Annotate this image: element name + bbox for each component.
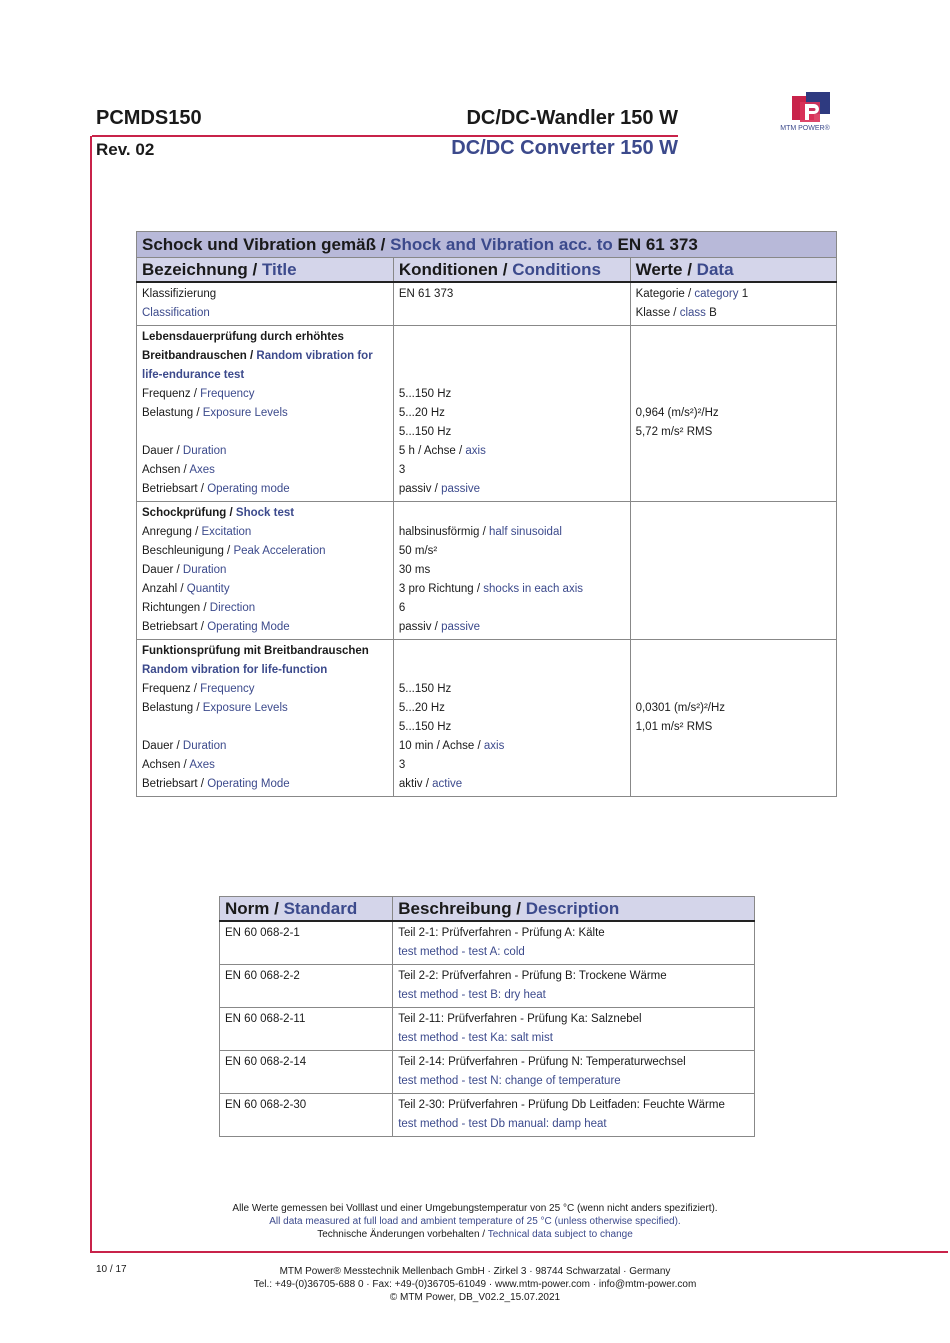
acceleration-condition: 50 m/s²: [398, 545, 438, 557]
endurance-heading-1: Lebensdauerprüfung durch erhöhtes: [142, 331, 344, 343]
f-load-value-2: 1,01 m/s² RMS: [635, 721, 713, 733]
footer-change-de: Technische Änderungen vorbehalten /: [317, 1229, 488, 1240]
shock-vibration-table: [136, 231, 837, 797]
f-freq-condition: 5...150 Hz: [398, 683, 452, 695]
table-row: [137, 502, 837, 640]
f-duration-label-de: Dauer /: [142, 740, 183, 752]
category-label-en: category: [694, 288, 739, 300]
standard-desc-de: Teil 2-11: Prüfverfahren - Prüfung Ka: Salznebel: [398, 1013, 642, 1025]
table-row: [137, 282, 837, 326]
class-label-de: Klasse /: [635, 307, 680, 319]
endurance-heading-3-en: life-endurance test: [142, 369, 245, 381]
table-column-header: [137, 258, 837, 283]
acceleration-label-de: Beschleunigung /: [142, 545, 234, 557]
shock-duration-label-de: Dauer /: [142, 564, 183, 576]
table-column-header: [220, 897, 755, 922]
shock-heading-en: Shock test: [235, 507, 295, 519]
category-value: 1: [738, 288, 749, 300]
standard-desc-de: Teil 2-14: Prüfverfahren - Prüfung N: Temperaturwechsel: [398, 1056, 686, 1068]
quantity-condition-de: 3 pro Richtung /: [398, 583, 484, 595]
standard-desc-en: test method - test B: dry heat: [398, 989, 546, 1001]
f-axes-label-de: Achsen /: [142, 759, 190, 771]
f-load-label-en: Exposure Levels: [202, 702, 288, 714]
mode-label-en: Operating mode: [207, 483, 290, 495]
col-data-en: Data: [696, 260, 734, 279]
f-axes-condition: 3: [398, 759, 406, 771]
left-rule: [90, 136, 92, 1252]
shock-mode-condition-de: passiv /: [398, 621, 442, 633]
load-condition-1: 5...20 Hz: [398, 407, 445, 419]
f-mode-condition-en: active: [432, 778, 463, 790]
standard-norm: EN 60 068-2-1: [225, 927, 300, 939]
direction-label-de: Richtungen /: [142, 602, 210, 614]
standard-norm: EN 60 068-2-30: [225, 1099, 307, 1111]
table-section-header: [137, 232, 837, 258]
section-title-en: Shock and Vibration acc. to: [390, 235, 613, 254]
quantity-label-de: Anzahl /: [142, 583, 187, 595]
table-row: [220, 965, 755, 1008]
load-condition-2: 5...150 Hz: [398, 426, 452, 438]
title-english: DC/DC Converter 150 W: [451, 137, 678, 159]
logo-text: MTM POWER®: [780, 125, 830, 132]
shock-mode-label-de: Betriebsart /: [142, 621, 208, 633]
function-heading-1: Funktionsprüfung mit Breitbandrauschen: [142, 645, 369, 657]
f-duration-condition-en: axis: [483, 740, 505, 752]
class-label-en: class: [679, 307, 706, 319]
f-freq-label-de: Frequenz /: [142, 683, 201, 695]
table-row: [220, 921, 755, 965]
table-row: [220, 1008, 755, 1051]
shock-mode-label-en: Operating Mode: [207, 621, 290, 633]
shock-duration-condition: 30 ms: [398, 564, 431, 576]
classification-label-en: Classification: [142, 307, 210, 319]
duration-condition-en: axis: [465, 445, 486, 457]
f-load-label-de: Belastung /: [142, 702, 203, 714]
footer-note-de: Alle Werte gemessen bei Volllast und einer Umgebungstemperatur von 25 °C (wenn nicht anders spezifiziert).: [232, 1203, 718, 1214]
col-description-en: Description: [525, 899, 620, 918]
f-mode-label-de: Betriebsart /: [142, 778, 208, 790]
classification-label-de: Klassifizierung: [142, 288, 217, 300]
table-row: [220, 1051, 755, 1094]
axes-label-de: Achsen /: [142, 464, 190, 476]
table-row: [137, 640, 837, 797]
class-value: B: [705, 307, 717, 319]
freq-label-de: Frequenz /: [142, 388, 201, 400]
standard-norm: EN 60 068-2-11: [225, 1013, 306, 1025]
col-conditions-de: Konditionen /: [398, 260, 513, 279]
standard-desc-de: Teil 2-1: Prüfverfahren - Prüfung A: Kälte: [398, 927, 605, 939]
footer-change: [0, 1228, 950, 1241]
revision: Rev. 02: [96, 140, 155, 159]
standard-norm: EN 60 068-2-2: [225, 970, 300, 982]
footer-change-en: Technical data subject to change: [487, 1229, 633, 1240]
standards-table: [219, 896, 755, 1137]
f-duration-condition-de: 10 min / Achse /: [398, 740, 484, 752]
shock-mode-condition-en: passive: [441, 621, 481, 633]
standard-desc-de: Teil 2-2: Prüfverfahren - Prüfung B: Trockene Wärme: [398, 970, 667, 982]
standard-desc-en: test method - test Ka: salt mist: [398, 1032, 553, 1044]
section-title-de: Schock und Vibration gemäß /: [142, 235, 391, 254]
f-duration-label-en: Duration: [182, 740, 227, 752]
col-data-de: Werte /: [635, 260, 697, 279]
classification-condition: EN 61 373: [398, 288, 454, 300]
f-load-condition-1: 5...20 Hz: [398, 702, 445, 714]
f-axes-label-en: Axes: [189, 759, 215, 771]
standard-desc-en: test method - test N: change of temperature: [398, 1075, 621, 1087]
acceleration-label-en: Peak Acceleration: [233, 545, 326, 557]
table-row: [137, 326, 837, 502]
direction-label-en: Direction: [209, 602, 256, 614]
title-german: DC/DC-Wandler 150 W: [466, 107, 678, 129]
excitation-condition-en: half sinusoidal: [489, 526, 562, 538]
section-title-norm: EN 61 373: [612, 235, 698, 254]
freq-label-en: Frequency: [200, 388, 255, 400]
footer-copyright: © MTM Power, DB_V02.2_15.07.2021: [389, 1292, 561, 1303]
f-load-value-1: 0,0301 (m/s²)²/Hz: [635, 702, 726, 714]
axes-label-en: Axes: [189, 464, 215, 476]
quantity-condition-en: shocks in each axis: [483, 583, 583, 595]
load-label-en: Exposure Levels: [202, 407, 288, 419]
axes-condition: 3: [398, 464, 406, 476]
page-number: 10 / 17: [96, 1264, 127, 1275]
footer-contact: Tel.: +49-(0)36705-688 0 · Fax: +49-(0)36705-61049 · www.mtm-power.com · info@mtm-power.com: [253, 1279, 697, 1290]
footer-company: MTM Power® Messtechnik Mellenbach GmbH · Zirkel 3 · 98744 Schwarzatal · Germany: [279, 1266, 671, 1277]
excitation-label-en: Excitation: [201, 526, 252, 538]
col-conditions-en: Conditions: [512, 260, 601, 279]
direction-condition: 6: [398, 602, 406, 614]
function-heading-2-en: Random vibration for life-function: [142, 664, 328, 676]
footer-rule: [90, 1251, 948, 1253]
standard-desc-en: test method - test A: cold: [398, 946, 525, 958]
load-value-2: 5,72 m/s² RMS: [635, 426, 713, 438]
mode-label-de: Betriebsart /: [142, 483, 208, 495]
col-title-en: Title: [261, 260, 297, 279]
mode-condition-en: passive: [441, 483, 481, 495]
f-load-condition-2: 5...150 Hz: [398, 721, 452, 733]
col-description-de: Beschreibung /: [398, 899, 526, 918]
endurance-heading-2-en: Random vibration for: [256, 350, 373, 362]
header-rule: [92, 135, 678, 137]
endurance-heading-2-de: Breitbandrauschen /: [142, 350, 257, 362]
freq-condition: 5...150 Hz: [398, 388, 452, 400]
load-label-de: Belastung /: [142, 407, 203, 419]
mode-condition-de: passiv /: [398, 483, 442, 495]
col-standard-en: Standard: [283, 899, 358, 918]
f-mode-condition-de: aktiv /: [398, 778, 433, 790]
col-title-de: Bezeichnung /: [142, 260, 262, 279]
category-label-de: Kategorie /: [635, 288, 695, 300]
standard-norm: EN 60 068-2-14: [225, 1056, 307, 1068]
table-row: [220, 1094, 755, 1137]
excitation-label-de: Anregung /: [142, 526, 202, 538]
standard-desc-en: test method - test Db manual: damp heat: [398, 1118, 607, 1130]
f-mode-label-en: Operating Mode: [207, 778, 290, 790]
duration-label-en: Duration: [182, 445, 227, 457]
shock-duration-label-en: Duration: [182, 564, 227, 576]
f-freq-label-en: Frequency: [200, 683, 255, 695]
col-standard-de: Norm /: [225, 899, 284, 918]
product-code: PCMDS150: [96, 107, 202, 129]
shock-heading-de: Schockprüfung /: [142, 507, 236, 519]
footer-note-en: All data measured at full load and ambient temperature of 25 °C (unless otherwise specified).: [269, 1216, 681, 1227]
load-value-1: 0,964 (m/s²)²/Hz: [635, 407, 719, 419]
excitation-condition-de: halbsinusförmig /: [398, 526, 490, 538]
standard-desc-de: Teil 2-30: Prüfverfahren - Prüfung Db Leitfaden: Feuchte Wärme: [398, 1099, 725, 1111]
duration-condition-de: 5 h / Achse /: [398, 445, 466, 457]
quantity-label-en: Quantity: [186, 583, 230, 595]
duration-label-de: Dauer /: [142, 445, 183, 457]
